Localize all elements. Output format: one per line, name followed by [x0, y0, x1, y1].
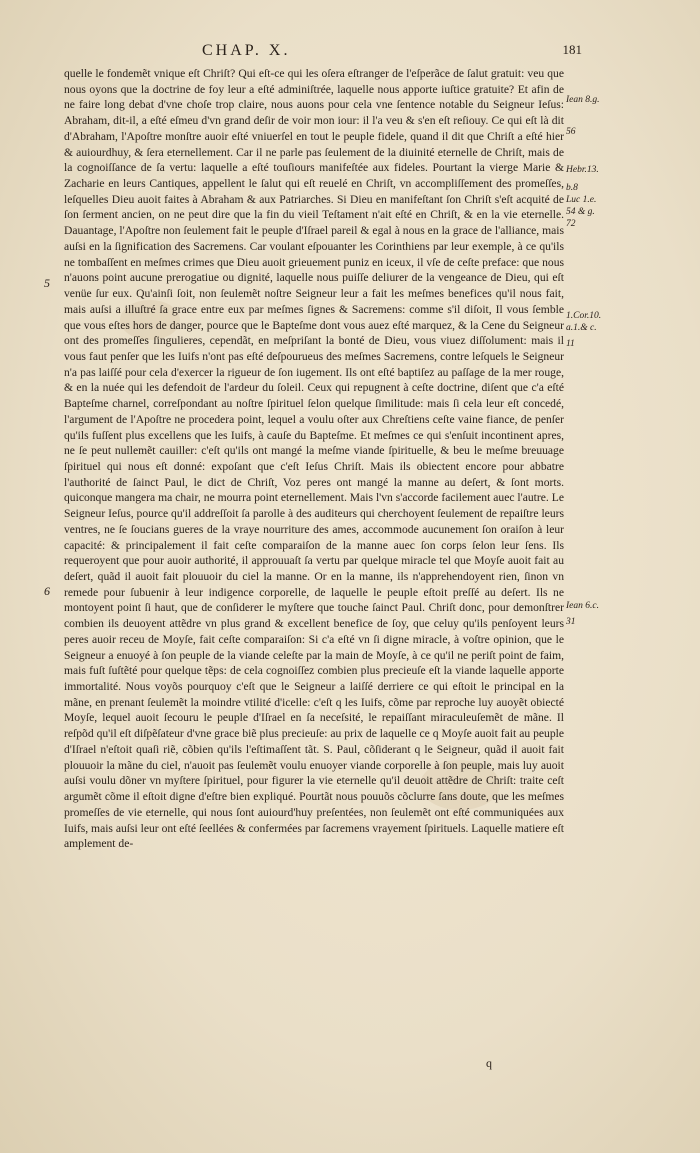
margin-note: 72	[566, 219, 576, 229]
margin-note: 54 & g.	[566, 207, 595, 217]
margin-note: Iean 6.c.	[566, 601, 599, 611]
body-text: quelle le fondemẽt vnique eſt Chriſt? Qui eſt-ce qui les oſera eſtranger de l'eſperãce de ſalut gratuit: veu que nous oyons que la doctrine de foy leur a eſté adminiſtrée, laquelle nous apporte iuſtice gratuite? Et afin de ne faire long debat d'vne choſe trop claire, nous auons pour cela vne ſentence notable du Seigneur Ieſus: Abraham, dit-il, a eſté eſmeu d'vn grand deſir de voir mon iour: il l'a veu & s'en eſt reſiouy. Ce qui eſt là dit d'Abraham, l'Apoſtre monſtre auoir eſté vniuerſel en tout le peuple fidele, quand il dit que Chriſt a eſté hier & auiourdhuy, & ſera eternellement. Car il ne parle pas ſeulement de la diuinité eternelle de Chriſt, mais de la cognoiſſance de ſa vertu: laquelle a eſté touſiours manifeſtée aux fideles. Pourtant la vierge Marie & Zacharie en leurs Cantiques, appellent le ſalut qui eſt reuelé en Chriſt, vn accompliſſement des promeſſes, leſquelles Dieu auoit faites à Abraham & aux Patriarches. Si Dieu en manifeſtant ſon Chriſt s'eſt acquité de ſon ſerment ancien, on ne peut dire que la fin du vieil Teſtament n'ait eſté en Chriſt, & en la vie eternelle. Dauantage, l'Apoſtre non ſeulement fait le peuple d'Iſrael pareil & egal à nous en la grace de l'alliance, mais auſsi en la ſignification des Sacremens. Car voulant eſpouanter les Corinthiens par leur exemple, à ce qu'ils ne tombaſſent en meſmes crimes que Dieu auoit grieuement puniz en iceux, il vſe de ceſte preface: que nous n'auons point aucune prerogatiue ou dignité, laquelle nous puiſſe deliurer de la vengeance de Dieu, qui eſt venüe ſur eux. Qu'ainſi ſoit, non ſeulemẽt noſtre Seigneur leur a fait les meſmes benefices qu'il nous fait, mais auſsi a illuſtré ſa grace entre eux par meſmes ſignes & Sacremens: comme s'il diſoit, Il vous ſemble que vous eſtes hors de danger, pource que le Bapteſme dont vous auez eſté marquez, & la Cene du Seigneur ont des promeſſes ſingulieres, cependãt, en meſpriſant la bonté de Dieu, vous viuez diſſolument: mais il vous faut penſer que les Iuifs n'ont pas eſté deſpourueus des meſmes Sacremens, contre leſquels le Seigneur n'a pas laiſſé pour cela d'exercer la rigueur de ſon iugement. Ils ont eſté baptiſez au paſſage de la mer rouge, & en la nuée qui les defendoit de l'ardeur du ſoleil. Ceux qui repugnent à ceſte doctrine, diſent que c'a eſté Bapteſme charnel, correſpondant au noſtre ſpirituel ſelon quelque ſimilitude: mais ſi cela leur eſt concedé, l'argument de l'Apoſtre ne procedera point, lequel a voulu oſter aux Chreſtiens ceſte vaine fiance, de penſer qu'ils fuſſent plus excellens que les Iuifs, à cauſe du Bapteſme. Et meſmes ce qui s'enſuit incontinent apres, ne ſe peut nullemẽt cauiller: c'eſt qu'ils ont mangé la meſme viande ſpirituelle, & beu le meſme breuuage ſpirituel qui nous eſt donné: expoſant que c'eſt Ieſus Chriſt. Mais ils obiectent encore pour abbatre l'authorité de ſainct Paul, le dict de Chriſt, Voz peres ont mangé la manne au deſert, & ſont morts. quiconque mangera ma chair, ne mourra point eternellement. Mais l'vn s'accorde facilement auec l'autre. Le Seigneur Ieſus, pource qu'il addreſſoit ſa parolle à des auditeurs qui cherchoyent ſeulement de repaiſtre leurs ventres, ne ſe ſoucians gueres de la vraye nourriture des ames, accommode aucunement ſon oraiſon à leur capacité: & principalement il fait ceſte comparaiſon de la manne auec ſon corps ſelon leur ſens. Ils requeroyent que pour auoir authorité, il approuuaſt ſa vertu par quelque miracle tel que Moyſe auoit fait au deſert, quãd il auoit fait plouuoir du ciel la manne. Or en la manne, ils n'apprehendoyent rien, ſinon vn remede pour ſubuenir à leur indigence corporelle, de laquelle le peuple eſtoit preſſé au deſert. Ils ne montoyent point ſi haut, que de conſiderer le myſtere que touche ſainct Paul. Chriſt donc, pour demonſtrer combien ils deuoyent attẽdre vn plus grand & excellent benefice de ſoy, que celuy qu'ils penſoyent leurs peres auoir receu de Moyſe, fait ceſte comparaiſon: Si c'a eſté vn ſi digne miracle, à voſtre opinion, que le Seigneur a enuoyé à ſon peuple de la viande celeſte par la main de Moyſe, à ce qu'il ne periſt point de faim, mais fuſt ſuſtẽté pour quelque tẽps: de cela cognoiſſez combien plus precieuſe eſt la viande laquelle apporte immortalité. Nous voyõs pourquoy c'eſt que le Seigneur a laiſſé derriere ce qui eſtoit le principal en la mãne, en prenant ſeulemẽt la moindre vtilité d'icelle: c'eſt q les Iuifs, cõme par reproche luy auoyẽt obiecté Moyſe, lequel auoit ſecouru le peuple d'Iſrael en ſa neceſsité, le repaiſſant miraculeuſemẽt de mãne. Il reſpõd qu'il eſt diſpẽſateur d'vne grace biẽ plus precieuſe: au prix de laquelle ce q Moyſe auoit fait au peuple d'Iſrael n'eſtoit quaſi riẽ, cõbien qu'ils l'eſtimaſſent tãt. S. Paul, cõſiderant q le Seigneur, quãd il auoit fait plouuoir la mãne du ciel, n'auoit pas ſeulemẽt voulu enuoyer viande corporelle à ſon peuple, mais luy auoit auſsi voulu dõner vn myſtere ſpirituel, pour figurer la vie eternelle qu'il deuoit attẽdre de Chriſt: traite ceſt argumẽt cõme il eſtoit digne d'eſtre bien expliqué. Pourtãt nous pouuõs cõclurre ſans doute, que les meſmes promeſſes de vie eternelle, qui nous ſont auiourd'huy preſentées, non ſeulemẽt ont eſté communiquées aux Iuifs, mais auſsi leur ont eſté ſeellées & confermées par ſacremens vrayement ſpirituels. Laquelle matiere eſt amplement de-	[64, 67, 564, 851]
margin-note: Iean 8.g.	[566, 95, 600, 105]
margin-note: Luc 1.e.	[566, 195, 597, 205]
margin-note: b.8	[566, 183, 578, 193]
paragraph-number: 5	[44, 276, 50, 290]
paragraph-number: 6	[44, 584, 50, 598]
margin-note: 1.Cor.10.	[566, 311, 602, 321]
page-number: 181	[562, 42, 582, 57]
margin-note: a.1.& c.	[566, 323, 597, 333]
catchword: q	[486, 1056, 492, 1070]
margin-note: 31	[566, 617, 576, 627]
margin-note: 56	[566, 127, 576, 137]
running-head	[60, 42, 640, 62]
margin-note: Hebr.13.	[566, 165, 599, 175]
margin-note: 11	[566, 339, 575, 349]
chapter-title: CHAP. X.	[202, 42, 291, 59]
